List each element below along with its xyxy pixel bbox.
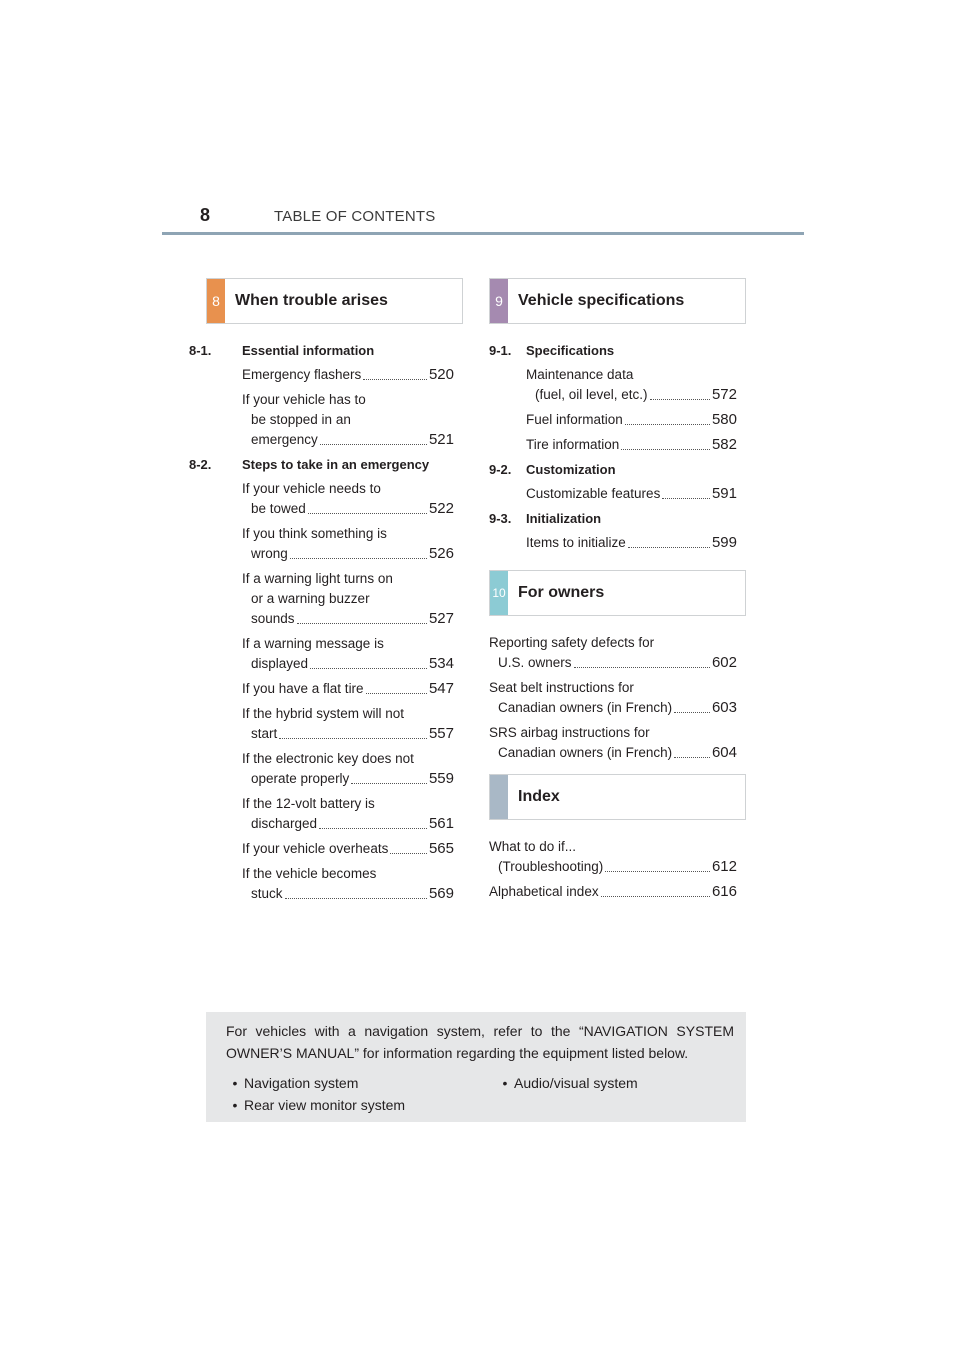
entry-page: 534: [428, 655, 454, 672]
chapter-number: 9-1.: [489, 343, 512, 358]
entry-title-cont: start: [251, 726, 278, 741]
entry-page: 521: [428, 431, 454, 448]
entry-title: If a warning message is: [242, 636, 384, 651]
entry-title-cont: U.S. owners: [498, 655, 572, 670]
toc-entry[interactable]: [489, 633, 737, 673]
chapter-title: Specifications: [526, 343, 615, 358]
owners-toc: [489, 633, 737, 768]
toc-entry[interactable]: [242, 390, 454, 450]
section-10-tab: 10: [490, 571, 508, 615]
section-8-tab: 8: [207, 279, 225, 323]
navigation-note-box: [206, 1012, 746, 1122]
section-10-header[interactable]: [489, 570, 746, 616]
chapter-9-1[interactable]: [489, 341, 737, 361]
entry-page: 526: [428, 545, 454, 562]
toc-entry[interactable]: [526, 533, 737, 553]
entry-title: Alphabetical index: [489, 884, 599, 899]
entry-page: 599: [711, 534, 737, 551]
toc-entry[interactable]: [242, 479, 454, 519]
bullet-icon: •: [502, 1075, 508, 1091]
list-item: [226, 1094, 405, 1116]
section-10-title: For owners: [518, 584, 605, 601]
entry-title: If you have a flat tire: [242, 681, 364, 696]
toc-entry[interactable]: [242, 839, 454, 859]
toc-entry[interactable]: [489, 882, 737, 902]
entry-title: Items to initialize: [526, 535, 626, 550]
right-toc-column: [489, 341, 737, 558]
entry-title: If your vehicle has to: [242, 392, 366, 407]
entry-title: Tire information: [526, 437, 620, 452]
index-toc: [489, 837, 737, 907]
entry-title: If the hybrid system will not: [242, 706, 405, 721]
entry-title-cont: or a warning buzzer: [251, 591, 370, 606]
chapter-8-2[interactable]: [189, 455, 454, 475]
chapter-title: Steps to take in an emergency: [242, 457, 430, 472]
toc-entry[interactable]: [242, 634, 454, 674]
toc-entry[interactable]: [242, 794, 454, 834]
bullet-icon: •: [232, 1075, 238, 1091]
entry-page: 547: [428, 680, 454, 697]
toc-entry[interactable]: [526, 484, 737, 504]
toc-entry[interactable]: [489, 723, 737, 763]
section-9-title: Vehicle specifications: [518, 292, 685, 309]
entry-title-cont: wrong: [251, 546, 288, 561]
toc-entry[interactable]: [242, 679, 454, 699]
chapter-number: 8-1.: [189, 343, 212, 358]
entry-title: SRS airbag instructions for: [489, 725, 650, 740]
entry-title: If the 12-volt battery is: [242, 796, 375, 811]
section-8-header[interactable]: [206, 278, 463, 324]
page-number: 8: [200, 205, 211, 225]
left-toc-column: [189, 341, 454, 909]
list-item-label: Rear view monitor system: [244, 1097, 406, 1113]
entry-title-cont: discharged: [251, 816, 318, 831]
toc-entry[interactable]: [489, 678, 737, 718]
entry-page: 602: [711, 654, 737, 671]
entry-page: 604: [711, 744, 737, 761]
chapter-title: Initialization: [526, 511, 602, 526]
entry-page: 559: [428, 770, 454, 787]
list-item-label: Audio/visual system: [514, 1075, 638, 1091]
entry-title-cont: be stopped in an: [251, 412, 351, 427]
entry-title-cont: stuck: [251, 886, 283, 901]
toc-entry[interactable]: [242, 704, 454, 744]
list-item: [226, 1072, 358, 1094]
chapter-9-3[interactable]: [489, 509, 737, 529]
entry-page: 561: [428, 815, 454, 832]
entry-title: Fuel information: [526, 412, 623, 427]
chapter-8-1[interactable]: [189, 341, 454, 361]
entry-page: 527: [428, 610, 454, 627]
entry-title: Emergency flashers: [242, 367, 362, 382]
entry-title-cont: emergency: [251, 432, 318, 447]
index-header[interactable]: [489, 774, 746, 820]
index-title: Index: [518, 788, 560, 805]
entry-title-cont: (Troubleshooting): [498, 859, 604, 874]
toc-entry[interactable]: [242, 749, 454, 789]
entry-page: 565: [428, 840, 454, 857]
toc-entry[interactable]: [526, 410, 737, 430]
entry-page: 520: [428, 366, 454, 383]
section-8-title: When trouble arises: [235, 292, 388, 309]
entry-title-cont: (fuel, oil level, etc.): [535, 387, 648, 402]
list-item-label: Navigation system: [244, 1075, 359, 1091]
section-9-tab: 9: [490, 279, 508, 323]
toc-entry[interactable]: [489, 837, 737, 877]
entry-title: Reporting safety defects for: [489, 635, 655, 650]
entry-page: 522: [428, 500, 454, 517]
entry-title: If the electronic key does not: [242, 751, 414, 766]
bullet-icon: •: [232, 1097, 238, 1113]
entry-title: Seat belt instructions for: [489, 680, 634, 695]
entry-page: 557: [428, 725, 454, 742]
chapter-title: Essential information: [242, 343, 375, 358]
list-item: [496, 1072, 638, 1094]
chapter-title: Customization: [526, 462, 616, 477]
chapter-number: 9-2.: [489, 462, 512, 477]
entry-title-cont: Canadian owners (in French): [498, 700, 673, 715]
entry-title: What to do if...: [489, 839, 577, 854]
toc-entry[interactable]: [242, 569, 454, 629]
toc-entry[interactable]: [242, 365, 454, 385]
entry-title: If your vehicle overheats: [242, 841, 389, 856]
entry-title: If the vehicle becomes: [242, 866, 377, 881]
header-rule: [162, 232, 804, 235]
entry-page: 612: [711, 858, 737, 875]
entry-title-cont: Canadian owners (in French): [498, 745, 673, 760]
section-9-header[interactable]: [489, 278, 746, 324]
entry-title: If your vehicle needs to: [242, 481, 381, 496]
toc-entry[interactable]: [242, 524, 454, 564]
index-tab: [490, 775, 508, 819]
entry-title: If you think something is: [242, 526, 387, 541]
entry-page: 603: [711, 699, 737, 716]
entry-title: Customizable features: [526, 486, 661, 501]
entry-title: Maintenance data: [526, 367, 634, 382]
page-title: TABLE OF CONTENTS: [274, 208, 436, 225]
note-text: For vehicles with a navigation system, refer to the “NAVIGATION SYSTEM OWNER’S MANUAL” for information regarding the equipment listed below.: [226, 1023, 734, 1061]
chapter-9-2[interactable]: [489, 460, 737, 480]
chapter-number: 8-2.: [189, 457, 212, 472]
entry-title-cont: operate properly: [251, 771, 350, 786]
entry-title-cont: be towed: [251, 501, 306, 516]
entry-title-cont: displayed: [251, 656, 309, 671]
entry-title-cont: sounds: [251, 611, 295, 626]
entry-page: 582: [711, 436, 737, 453]
entry-page: 569: [428, 885, 454, 902]
entry-title: If a warning light turns on: [242, 571, 393, 586]
toc-entry[interactable]: [526, 365, 737, 405]
entry-page: 580: [711, 411, 737, 428]
toc-entry[interactable]: [526, 435, 737, 455]
entry-page: 616: [711, 883, 737, 900]
entry-page: 572: [711, 386, 737, 403]
entry-page: 591: [711, 485, 737, 502]
chapter-number: 9-3.: [489, 511, 512, 526]
toc-entry[interactable]: [242, 864, 454, 904]
